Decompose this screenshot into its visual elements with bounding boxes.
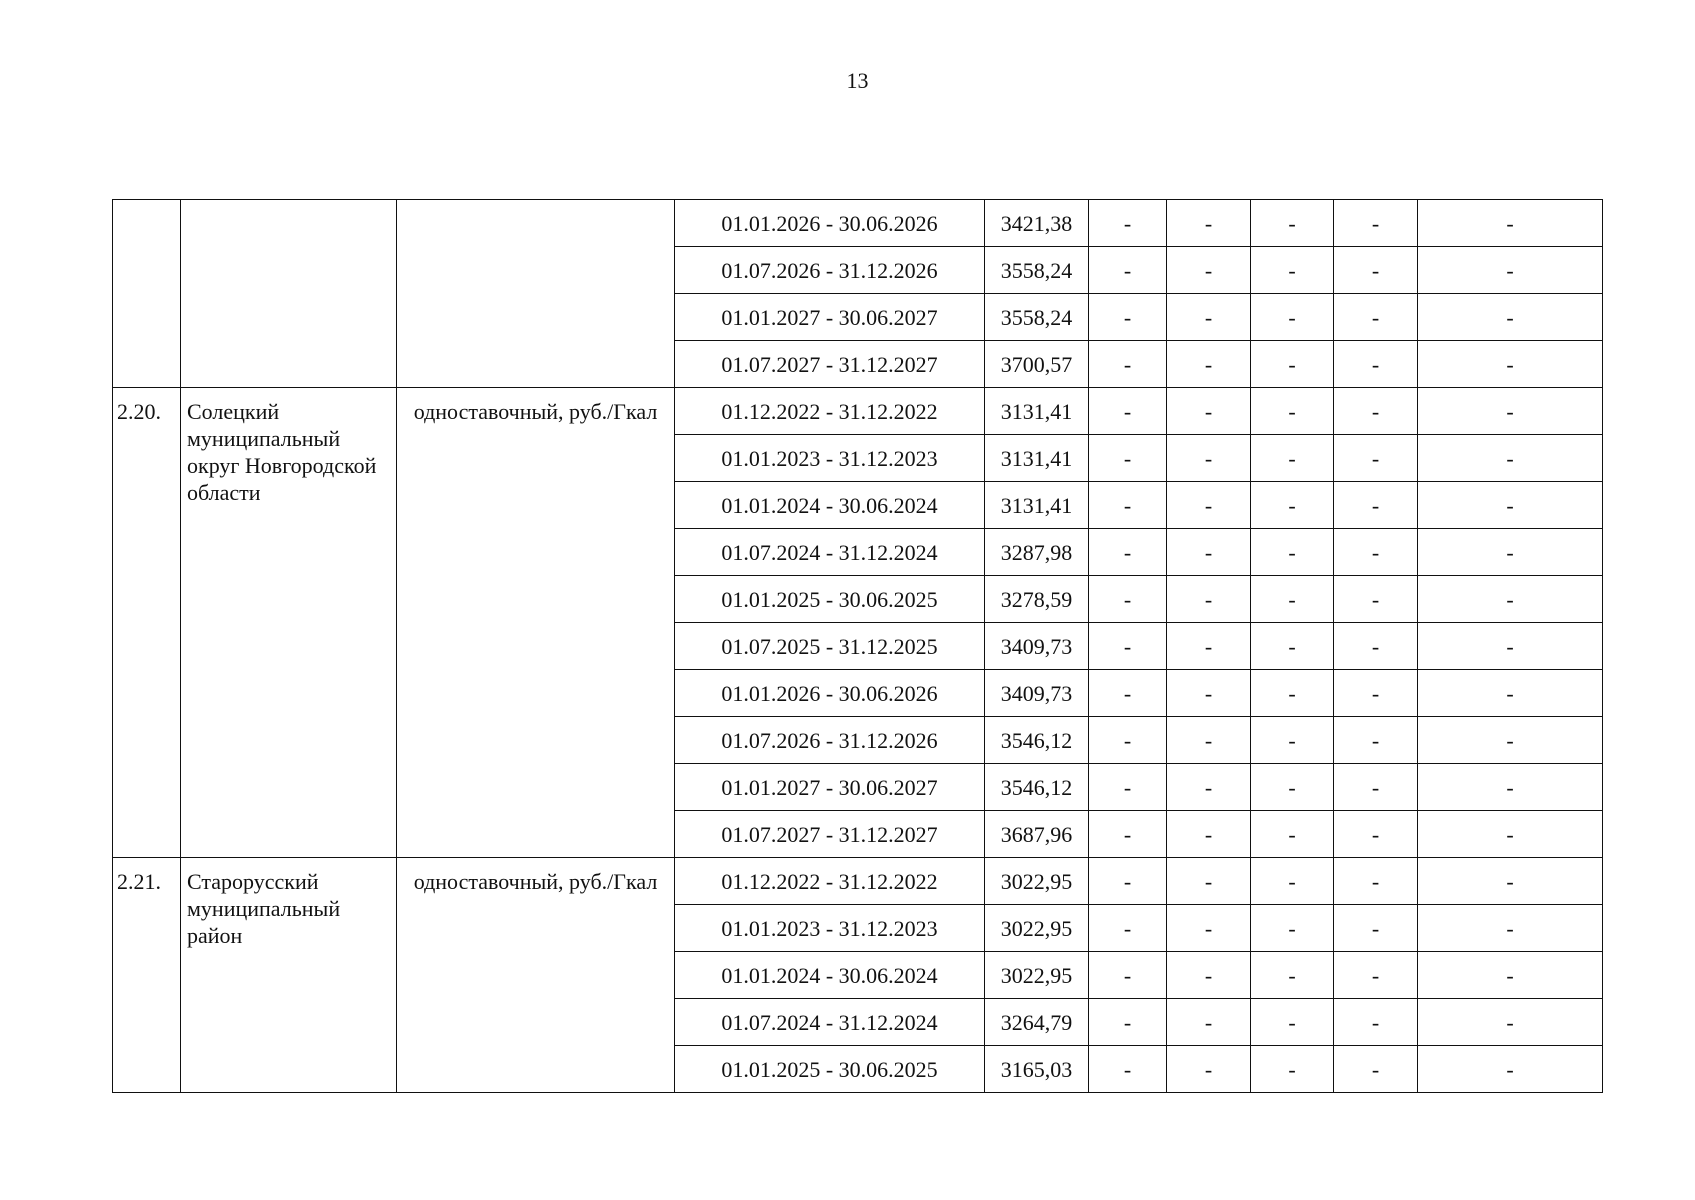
empty-value-cell: - — [1167, 670, 1251, 717]
period-cell: 01.01.2027 - 30.06.2027 — [675, 764, 985, 811]
empty-value-cell: - — [1089, 200, 1167, 247]
tariff-value-cell: 3278,59 — [985, 576, 1089, 623]
empty-value-cell: - — [1334, 341, 1418, 388]
empty-value-cell: - — [1167, 247, 1251, 294]
empty-value-cell: - — [1334, 905, 1418, 952]
empty-value-cell: - — [1167, 623, 1251, 670]
empty-value-cell: - — [1334, 294, 1418, 341]
tariff-type-cell: одноставочный, руб./Гкал — [397, 858, 675, 1093]
tariff-value-cell: 3409,73 — [985, 623, 1089, 670]
table-row — [113, 388, 1603, 435]
empty-value-cell: - — [1167, 200, 1251, 247]
empty-value-cell: - — [1167, 435, 1251, 482]
empty-value-cell: - — [1089, 341, 1167, 388]
empty-value-cell: - — [1334, 529, 1418, 576]
empty-value-cell: - — [1251, 341, 1334, 388]
empty-value-cell: - — [1167, 952, 1251, 999]
tariff-value-cell: 3022,95 — [985, 952, 1089, 999]
empty-value-cell: - — [1251, 388, 1334, 435]
empty-value-cell: - — [1089, 1046, 1167, 1093]
tariff-value-cell: 3022,95 — [985, 905, 1089, 952]
empty-value-cell: - — [1167, 1046, 1251, 1093]
period-cell: 01.01.2024 - 30.06.2024 — [675, 952, 985, 999]
tariff-value-cell: 3131,41 — [985, 482, 1089, 529]
period-cell: 01.12.2022 - 31.12.2022 — [675, 858, 985, 905]
municipality-name-cell: Солецкий муниципальный округ Новгородской области — [181, 388, 397, 858]
empty-value-cell: - — [1418, 858, 1603, 905]
empty-value-cell: - — [1418, 999, 1603, 1046]
empty-value-cell: - — [1418, 623, 1603, 670]
empty-value-cell: - — [1418, 294, 1603, 341]
period-cell: 01.07.2027 - 31.12.2027 — [675, 341, 985, 388]
empty-value-cell: - — [1334, 247, 1418, 294]
period-cell: 01.12.2022 - 31.12.2022 — [675, 388, 985, 435]
empty-value-cell: - — [1251, 294, 1334, 341]
empty-value-cell: - — [1167, 576, 1251, 623]
tariff-value-cell: 3558,24 — [985, 294, 1089, 341]
empty-value-cell: - — [1167, 999, 1251, 1046]
empty-value-cell: - — [1167, 388, 1251, 435]
empty-value-cell: - — [1334, 576, 1418, 623]
period-cell: 01.07.2025 - 31.12.2025 — [675, 623, 985, 670]
empty-value-cell: - — [1251, 764, 1334, 811]
tariff-value-cell: 3409,73 — [985, 670, 1089, 717]
row-number-cell — [113, 200, 181, 388]
tariff-type-cell: одноставочный, руб./Гкал — [397, 388, 675, 858]
empty-value-cell: - — [1334, 811, 1418, 858]
empty-value-cell: - — [1089, 388, 1167, 435]
empty-value-cell: - — [1334, 482, 1418, 529]
tariff-value-cell: 3165,03 — [985, 1046, 1089, 1093]
empty-value-cell: - — [1089, 952, 1167, 999]
municipality-name-cell: Старорусский муниципальный район — [181, 858, 397, 1093]
tariff-value-cell: 3131,41 — [985, 388, 1089, 435]
tariff-value-cell: 3546,12 — [985, 717, 1089, 764]
empty-value-cell: - — [1167, 858, 1251, 905]
empty-value-cell: - — [1418, 482, 1603, 529]
empty-value-cell: - — [1167, 764, 1251, 811]
empty-value-cell: - — [1334, 435, 1418, 482]
empty-value-cell: - — [1089, 811, 1167, 858]
empty-value-cell: - — [1334, 717, 1418, 764]
tariff-value-cell: 3131,41 — [985, 435, 1089, 482]
empty-value-cell: - — [1251, 576, 1334, 623]
empty-value-cell: - — [1089, 764, 1167, 811]
empty-value-cell: - — [1089, 670, 1167, 717]
empty-value-cell: - — [1334, 670, 1418, 717]
empty-value-cell: - — [1251, 1046, 1334, 1093]
empty-value-cell: - — [1334, 388, 1418, 435]
tariff-value-cell: 3546,12 — [985, 764, 1089, 811]
empty-value-cell: - — [1418, 435, 1603, 482]
empty-value-cell: - — [1251, 905, 1334, 952]
empty-value-cell: - — [1418, 388, 1603, 435]
empty-value-cell: - — [1089, 435, 1167, 482]
empty-value-cell: - — [1251, 999, 1334, 1046]
empty-value-cell: - — [1251, 811, 1334, 858]
period-cell: 01.07.2026 - 31.12.2026 — [675, 717, 985, 764]
tariff-value-cell: 3558,24 — [985, 247, 1089, 294]
empty-value-cell: - — [1418, 247, 1603, 294]
empty-value-cell: - — [1167, 905, 1251, 952]
empty-value-cell: - — [1334, 858, 1418, 905]
empty-value-cell: - — [1089, 294, 1167, 341]
empty-value-cell: - — [1167, 811, 1251, 858]
period-cell: 01.01.2026 - 30.06.2026 — [675, 200, 985, 247]
empty-value-cell: - — [1418, 576, 1603, 623]
empty-value-cell: - — [1167, 482, 1251, 529]
empty-value-cell: - — [1418, 341, 1603, 388]
empty-value-cell: - — [1418, 811, 1603, 858]
period-cell: 01.07.2024 - 31.12.2024 — [675, 529, 985, 576]
period-cell: 01.01.2025 - 30.06.2025 — [675, 576, 985, 623]
empty-value-cell: - — [1089, 858, 1167, 905]
empty-value-cell: - — [1418, 764, 1603, 811]
period-cell: 01.07.2027 - 31.12.2027 — [675, 811, 985, 858]
empty-value-cell: - — [1251, 858, 1334, 905]
empty-value-cell: - — [1251, 529, 1334, 576]
empty-value-cell: - — [1418, 1046, 1603, 1093]
tariff-value-cell: 3421,38 — [985, 200, 1089, 247]
empty-value-cell: - — [1089, 529, 1167, 576]
empty-value-cell: - — [1167, 341, 1251, 388]
row-number-cell: 2.20. — [113, 388, 181, 858]
period-cell: 01.07.2026 - 31.12.2026 — [675, 247, 985, 294]
tariff-value-cell: 3022,95 — [985, 858, 1089, 905]
table-row — [113, 200, 1603, 247]
empty-value-cell: - — [1418, 200, 1603, 247]
empty-value-cell: - — [1167, 294, 1251, 341]
empty-value-cell: - — [1089, 999, 1167, 1046]
table-body — [113, 200, 1603, 1093]
table-row — [113, 858, 1603, 905]
period-cell: 01.01.2023 - 31.12.2023 — [675, 905, 985, 952]
empty-value-cell: - — [1167, 717, 1251, 764]
empty-value-cell: - — [1418, 717, 1603, 764]
period-cell: 01.01.2026 - 30.06.2026 — [675, 670, 985, 717]
empty-value-cell: - — [1089, 247, 1167, 294]
tariff-value-cell: 3700,57 — [985, 341, 1089, 388]
empty-value-cell: - — [1251, 717, 1334, 764]
empty-value-cell: - — [1089, 905, 1167, 952]
empty-value-cell: - — [1418, 529, 1603, 576]
empty-value-cell: - — [1334, 1046, 1418, 1093]
empty-value-cell: - — [1089, 576, 1167, 623]
empty-value-cell: - — [1251, 670, 1334, 717]
empty-value-cell: - — [1251, 482, 1334, 529]
empty-value-cell: - — [1334, 764, 1418, 811]
tariff-value-cell: 3687,96 — [985, 811, 1089, 858]
empty-value-cell: - — [1418, 952, 1603, 999]
row-number-cell: 2.21. — [113, 858, 181, 1093]
empty-value-cell: - — [1334, 623, 1418, 670]
empty-value-cell: - — [1089, 482, 1167, 529]
tariff-table — [112, 199, 1603, 1093]
tariff-value-cell: 3264,79 — [985, 999, 1089, 1046]
period-cell: 01.01.2024 - 30.06.2024 — [675, 482, 985, 529]
period-cell: 01.01.2027 - 30.06.2027 — [675, 294, 985, 341]
page-number: 13 — [846, 68, 869, 93]
empty-value-cell: - — [1251, 952, 1334, 999]
tariff-value-cell: 3287,98 — [985, 529, 1089, 576]
empty-value-cell: - — [1251, 623, 1334, 670]
empty-value-cell: - — [1167, 529, 1251, 576]
period-cell: 01.07.2024 - 31.12.2024 — [675, 999, 985, 1046]
empty-value-cell: - — [1251, 435, 1334, 482]
empty-value-cell: - — [1334, 200, 1418, 247]
empty-value-cell: - — [1334, 952, 1418, 999]
empty-value-cell: - — [1418, 905, 1603, 952]
empty-value-cell: - — [1334, 999, 1418, 1046]
empty-value-cell: - — [1089, 717, 1167, 764]
empty-value-cell: - — [1089, 623, 1167, 670]
municipality-name-cell — [181, 200, 397, 388]
empty-value-cell: - — [1251, 247, 1334, 294]
period-cell: 01.01.2023 - 31.12.2023 — [675, 435, 985, 482]
period-cell: 01.01.2025 - 30.06.2025 — [675, 1046, 985, 1093]
tariff-type-cell — [397, 200, 675, 388]
empty-value-cell: - — [1251, 200, 1334, 247]
empty-value-cell: - — [1418, 670, 1603, 717]
